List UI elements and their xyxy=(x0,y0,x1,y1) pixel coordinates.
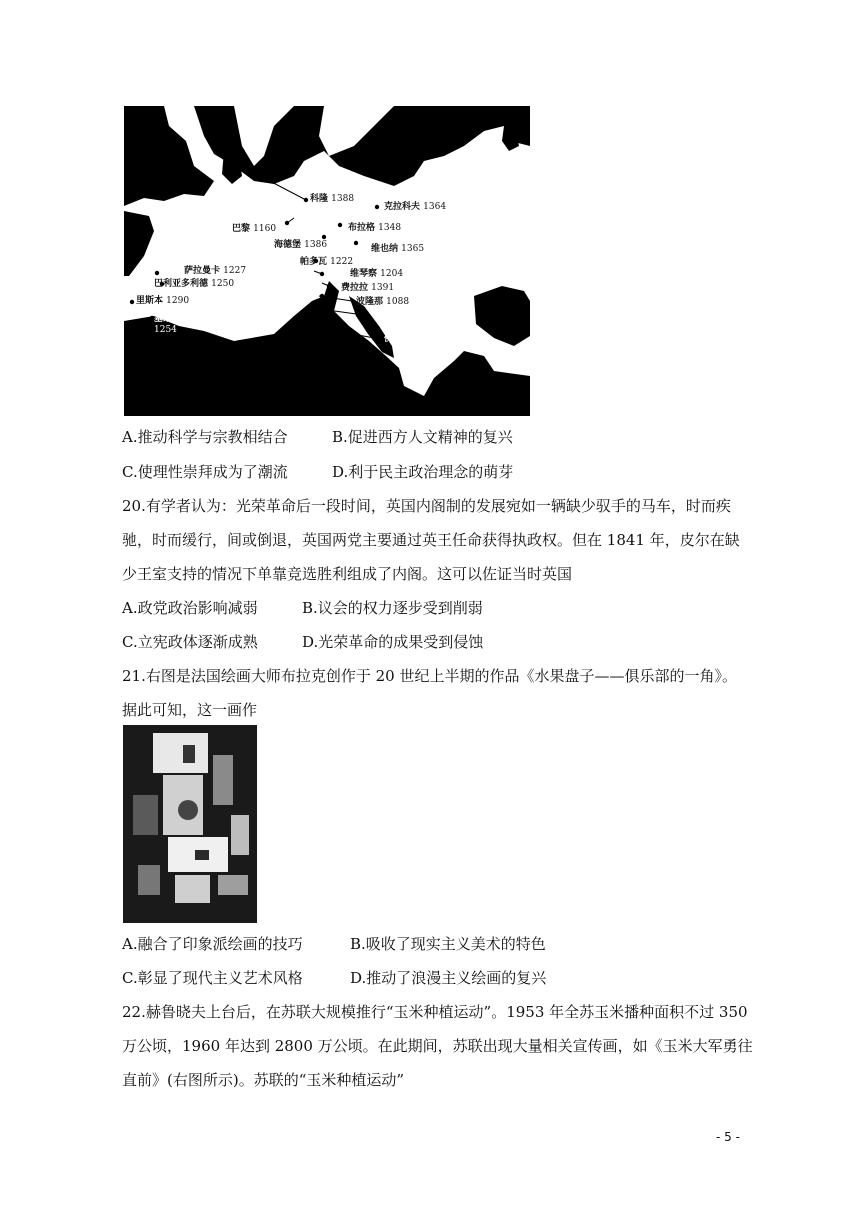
q20-option-d: D.光荣革命的成果受到侵蚀 xyxy=(302,633,484,651)
q21-option-d: D.推动了浪漫主义绘画的复兴 xyxy=(350,969,547,987)
city-label: 塞维尔 1254 xyxy=(154,314,182,335)
q21-option-a: A.融合了印象派绘画的技巧 xyxy=(122,935,303,953)
city-label: 克拉科夫 1364 xyxy=(384,202,447,212)
q20-option-b: B.议会的权力逐步受到削弱 xyxy=(302,599,483,617)
city-label: 费拉拉 1391 xyxy=(341,283,395,293)
city-label: 波隆那 1088 xyxy=(356,297,410,307)
city-label: 里斯本 1290 xyxy=(136,296,190,306)
q20-stem-line2: 驰，时而缓行，间或倒退，英国两党主要通过英王任命获得执政权。但在 1841 年，皮尔在缺 xyxy=(122,531,740,549)
q22-stem-line2: 万公顷，1960 年达到 2800 万公顷。在此期间，苏联出现大量相关宣传画，如《玉米大军勇往 xyxy=(122,1037,753,1055)
q22-stem-line3: 直前》(右图所示)。苏联的“玉米种植运动” xyxy=(122,1071,405,1089)
braque-painting-image xyxy=(123,725,257,923)
q21-stem-line1: 21.右图是法国绘画大师布拉克创作于 20 世纪上半期的作品《水果盘子——俱乐部的一角》。 xyxy=(122,667,737,685)
city-label: 科隆 1388 xyxy=(310,194,355,204)
city-label: 巴黎 1160 xyxy=(232,224,277,234)
q19-option-d: D.利于民主政治理念的萌芽 xyxy=(332,463,514,481)
city-label: 海德堡 1386 xyxy=(274,240,328,250)
q20-stem-line3: 少王室支持的情况下单靠竞选胜利组成了内阁。这可以佐证当时英国 xyxy=(122,565,573,583)
city-label: 萨拉曼卡 1227 xyxy=(184,266,247,276)
q22-stem-line1: 22.赫鲁晓夫上台后，在苏联大规模推行“玉米种植运动”。1953 年全苏玉米播种面积不过 350 xyxy=(122,1003,748,1021)
city-label: 维也纳 1365 xyxy=(371,244,425,254)
q19-option-c: C.使理性崇拜成为了潮流 xyxy=(122,463,288,481)
q20-option-c: C.立宪政体逐渐成熟 xyxy=(122,633,258,651)
q19-option-b: B.促进西方人文精神的复兴 xyxy=(332,428,513,446)
q21-option-b: B.吸收了现实主义美术的特色 xyxy=(350,935,546,953)
page-number: - 5 - xyxy=(716,1130,740,1144)
q21-stem-line2: 据此可知，这一画作 xyxy=(122,701,258,719)
q20-stem-line1: 20.有学者认为：光荣革命后一段时间，英国内阁制的发展宛如一辆缺少驭手的马车，时而疾 xyxy=(122,497,731,515)
europe-universities-map xyxy=(124,106,530,416)
city-label: 帕多瓦 1222 xyxy=(300,257,354,267)
city-label: 佛罗伦萨 1349 xyxy=(384,334,447,344)
city-label: 布拉格 1348 xyxy=(348,223,402,233)
q21-option-c: C.彰显了现代主义艺术风格 xyxy=(122,969,303,987)
city-label: 巴利亚多利德 1250 xyxy=(154,279,235,289)
q20-option-a: A.政党政治影响减弱 xyxy=(122,599,258,617)
city-label: 摩德萨 1175 xyxy=(374,311,428,321)
q19-option-a: A.推动科学与宗教相结合 xyxy=(122,428,288,446)
city-label: 维琴察 1204 xyxy=(350,269,404,279)
